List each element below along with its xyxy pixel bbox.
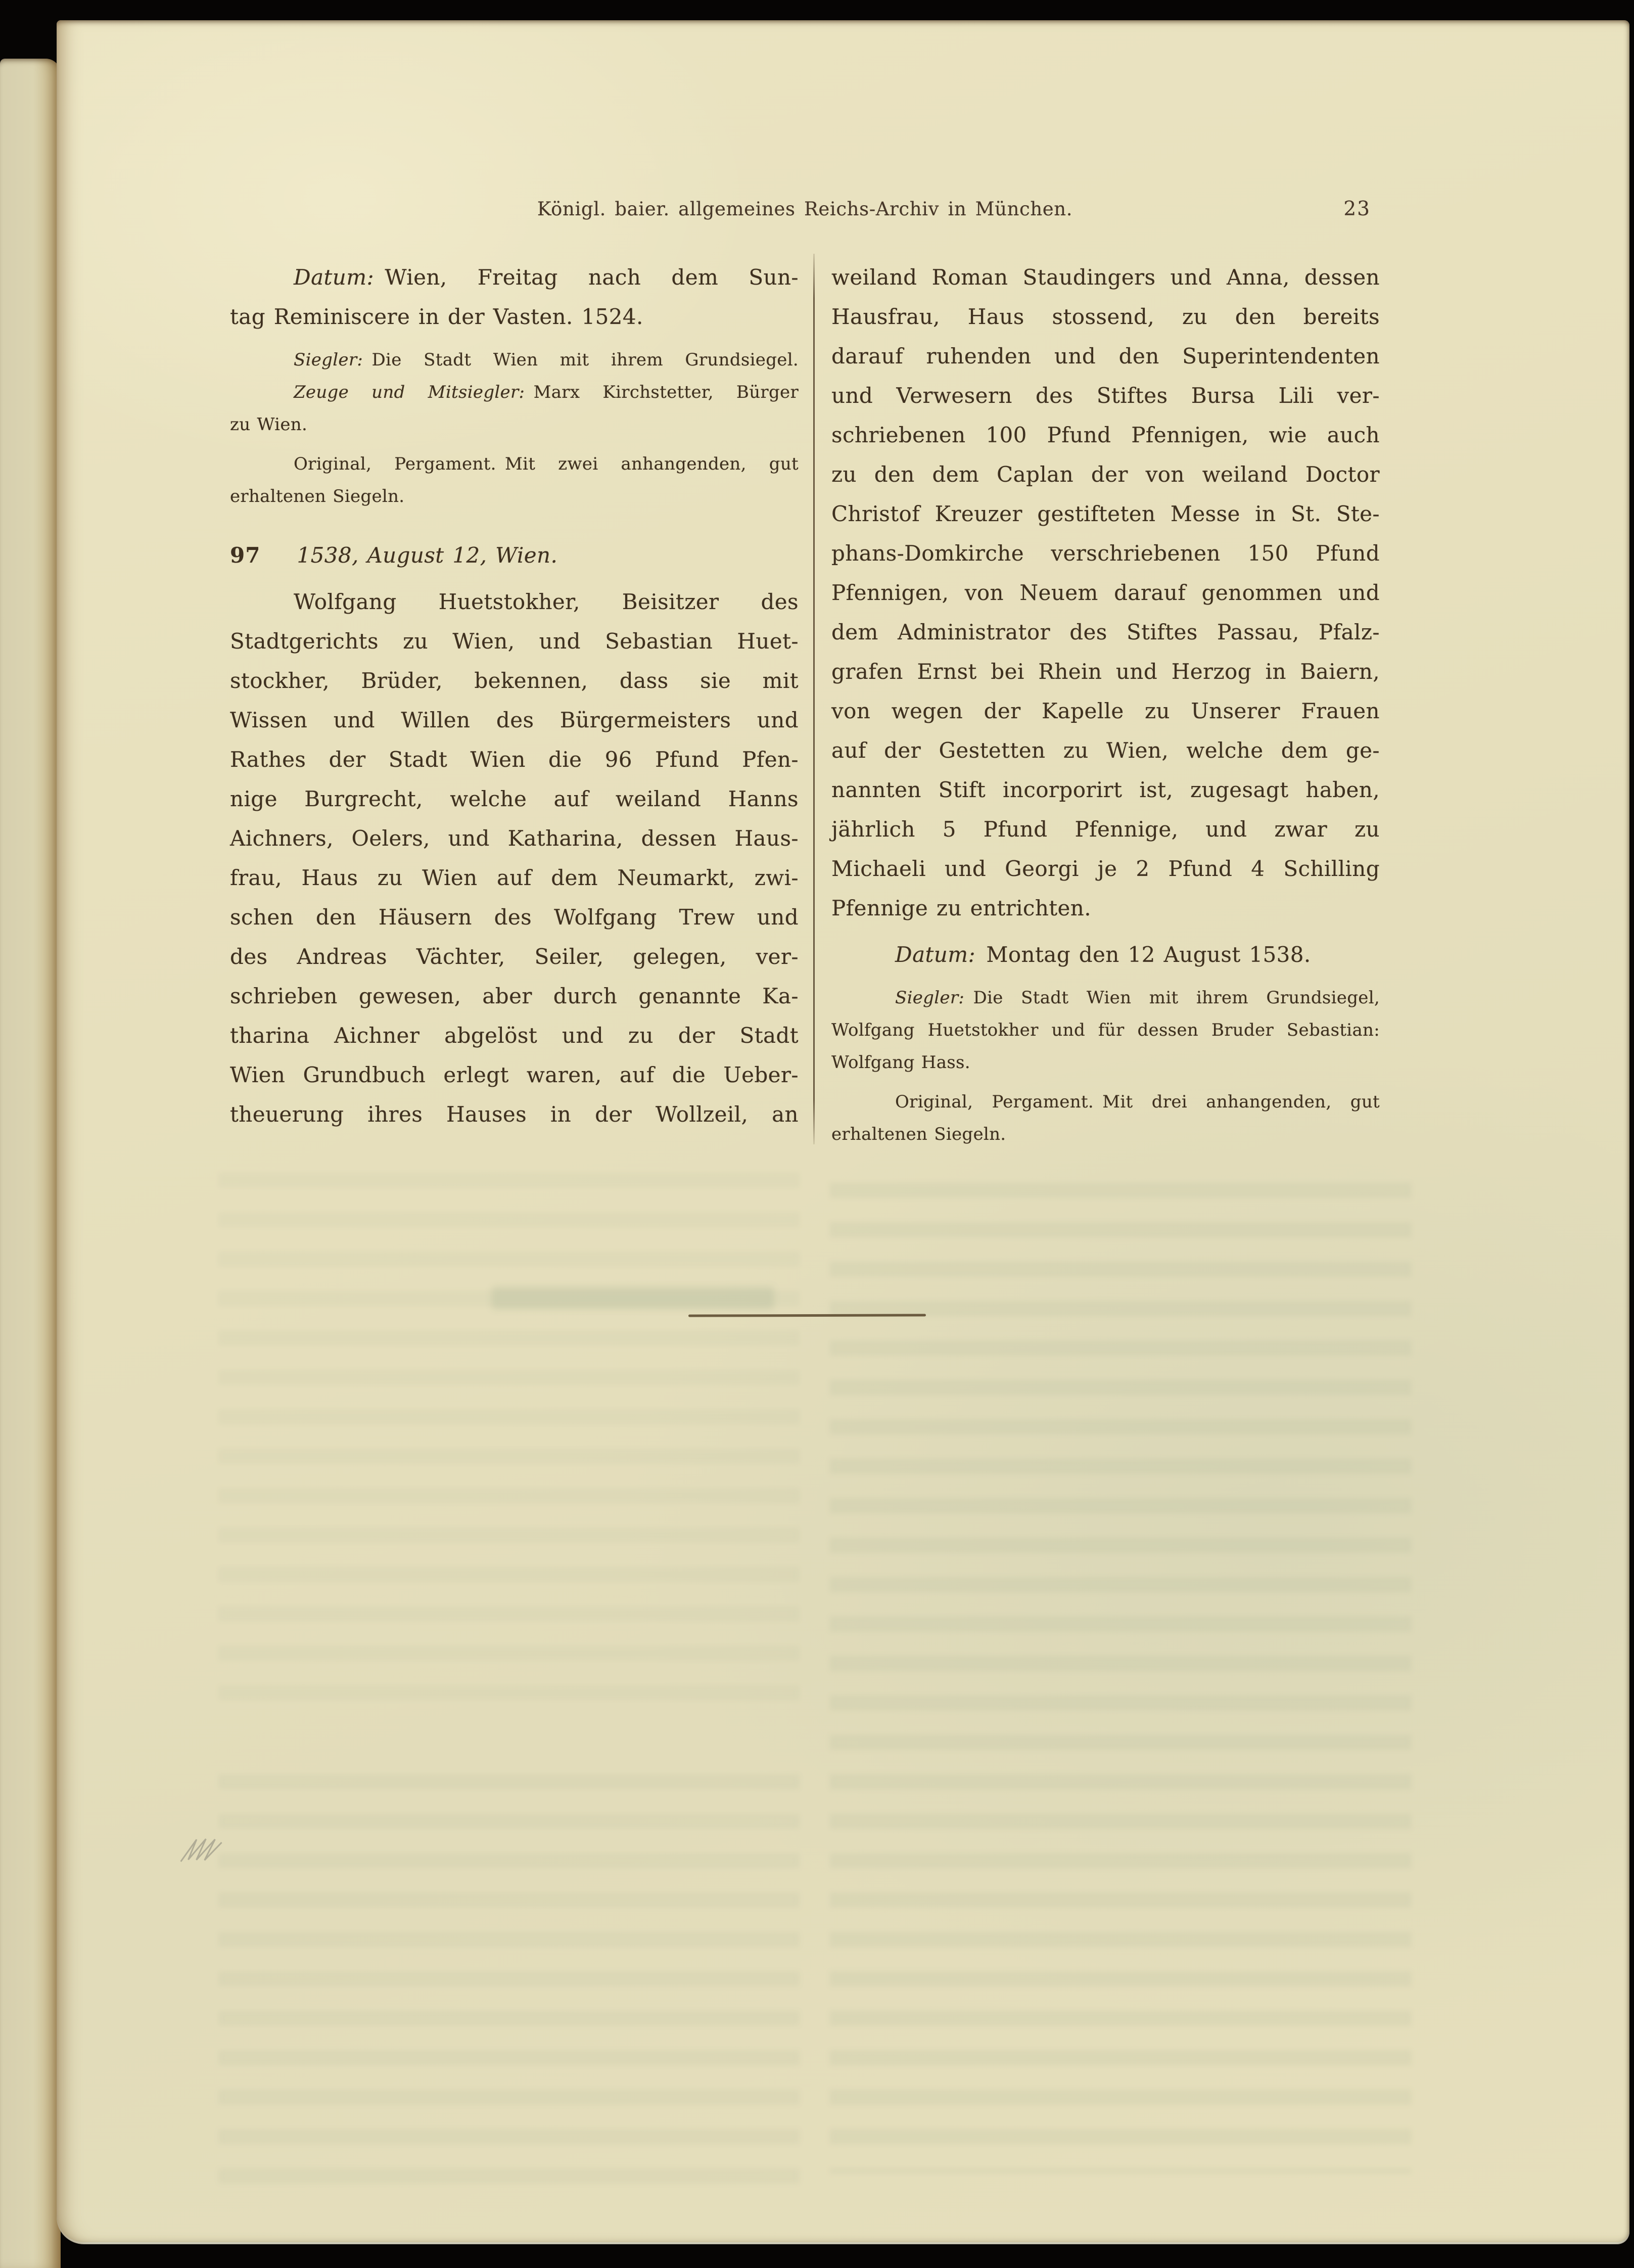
text-line: schriebenen 100 Pfund Pfennigen, wie auch bbox=[831, 423, 1380, 447]
text-line: Christof Kreuzer gestifteten Messe in St. Ste- bbox=[831, 501, 1380, 526]
showthrough-heading-smudge bbox=[491, 1286, 774, 1310]
text-line: erhaltenen Siegeln. bbox=[831, 1124, 1006, 1144]
text-line: Zeuge und Mitsiegler: Marx Kirchstetter, Bürger bbox=[294, 382, 799, 402]
text-line: Wien Grundbuch erlegt waren, auf die Ueber- bbox=[230, 1062, 799, 1087]
text-line: tag Reminiscere in der Vasten. 1524. bbox=[230, 304, 643, 329]
text-line: dem Administrator des Stiftes Passau, Pfalz- bbox=[831, 620, 1380, 644]
right-column bbox=[831, 258, 1380, 1150]
text-line: Datum: Montag den 12 August 1538. bbox=[895, 942, 1311, 967]
showthrough-text-left-upper bbox=[218, 1173, 800, 1724]
left-column bbox=[230, 258, 799, 1150]
text-line: Wissen und Willen des Bürgermeisters und bbox=[230, 708, 799, 732]
text-line: Original, Pergament. Mit zwei anhangenden, gut bbox=[294, 454, 799, 474]
text-line: Wolfgang Hass. bbox=[831, 1052, 970, 1073]
text-line: nige Burgrecht, welche auf weiland Hanns bbox=[230, 786, 799, 811]
text-line: nannten Stift incorporirt ist, zugesagt haben, bbox=[831, 777, 1380, 802]
text-line: Wolfgang Huetstokher und für dessen Bruder Sebastian: bbox=[831, 1020, 1380, 1040]
page-header bbox=[230, 196, 1380, 222]
previous-page-edge bbox=[0, 59, 61, 2268]
text-line: Hausfrau, Haus stossend, zu den bereits bbox=[831, 304, 1380, 329]
text-line: schrieben gewesen, aber durch genannte Ka- bbox=[230, 984, 799, 1008]
text-line: Datum: Wien, Freitag nach dem Sun- bbox=[294, 265, 799, 290]
text-line: auf der Gestetten zu Wien, welche dem ge- bbox=[831, 738, 1380, 763]
showthrough-text-right bbox=[830, 1183, 1411, 2173]
text-line: schen den Häusern des Wolfgang Trew und bbox=[230, 905, 799, 930]
text-line: tharina Aichner abgelöst und zu der Stadt bbox=[230, 1023, 799, 1048]
text-line: phans-Domkirche verschriebenen 150 Pfund bbox=[831, 541, 1380, 566]
text-line: Rathes der Stadt Wien die 96 Pfund Pfen- bbox=[230, 747, 799, 772]
running-title: Königl. baier. allgemeines Reichs-Archiv in München. bbox=[537, 198, 1073, 220]
text-line: frau, Haus zu Wien auf dem Neumarkt, zwi- bbox=[230, 865, 799, 890]
text-line: und Verwesern des Stiftes Bursa Lili ver- bbox=[831, 383, 1380, 408]
text-line: Stadtgerichts zu Wien, und Sebastian Huet- bbox=[230, 629, 799, 654]
text-line: Wolfgang Huetstokher, Beisitzer des bbox=[294, 589, 799, 614]
text-line: Pfennige zu entrichten. bbox=[831, 896, 1092, 920]
text-line: weiland Roman Staudingers und Anna, dessen bbox=[831, 265, 1380, 290]
text-line: Aichners, Oelers, und Katharina, dessen Haus- bbox=[230, 826, 799, 851]
text-line: zu den dem Caplan der von weiland Doctor bbox=[831, 462, 1380, 487]
text-line: Siegler: Die Stadt Wien mit ihrem Grundsiegel, bbox=[895, 988, 1380, 1008]
text-line: stockher, Brüder, bekennen, dass sie mit bbox=[230, 668, 799, 693]
text-line: darauf ruhenden und den Superintendenten bbox=[831, 344, 1380, 368]
text-line: Pfennigen, von Neuem darauf genommen und bbox=[831, 580, 1380, 605]
text-line: des Andreas Vächter, Seiler, gelegen, ver- bbox=[230, 944, 799, 969]
book-page bbox=[57, 20, 1629, 2244]
pencil-mark bbox=[176, 1828, 239, 1878]
text-line: jährlich 5 Pfund Pfennige, und zwar zu bbox=[831, 817, 1380, 842]
showthrough-text-left-lower bbox=[218, 1774, 800, 2199]
text-line: von wegen der Kapelle zu Unserer Frauen bbox=[831, 699, 1380, 723]
page-number: 23 bbox=[1343, 198, 1371, 220]
text-line: zu Wien. bbox=[230, 414, 308, 435]
text-line: theuerung ihres Hauses in der Wollzeil, an bbox=[230, 1102, 799, 1127]
text-line: Original, Pergament. Mit drei anhangenden, gut bbox=[895, 1092, 1380, 1112]
text-line: Siegler: Die Stadt Wien mit ihrem Grundsiegel. bbox=[294, 350, 799, 370]
text-line: Michaeli und Georgi je 2 Pfund 4 Schilling bbox=[831, 856, 1380, 881]
text-line: 97 1538, August 12, Wien. bbox=[230, 543, 558, 568]
text-line: erhaltenen Siegeln. bbox=[230, 486, 405, 506]
text-line: grafen Ernst bei Rhein und Herzog in Baiern, bbox=[831, 659, 1380, 684]
text-block bbox=[230, 258, 1380, 1150]
